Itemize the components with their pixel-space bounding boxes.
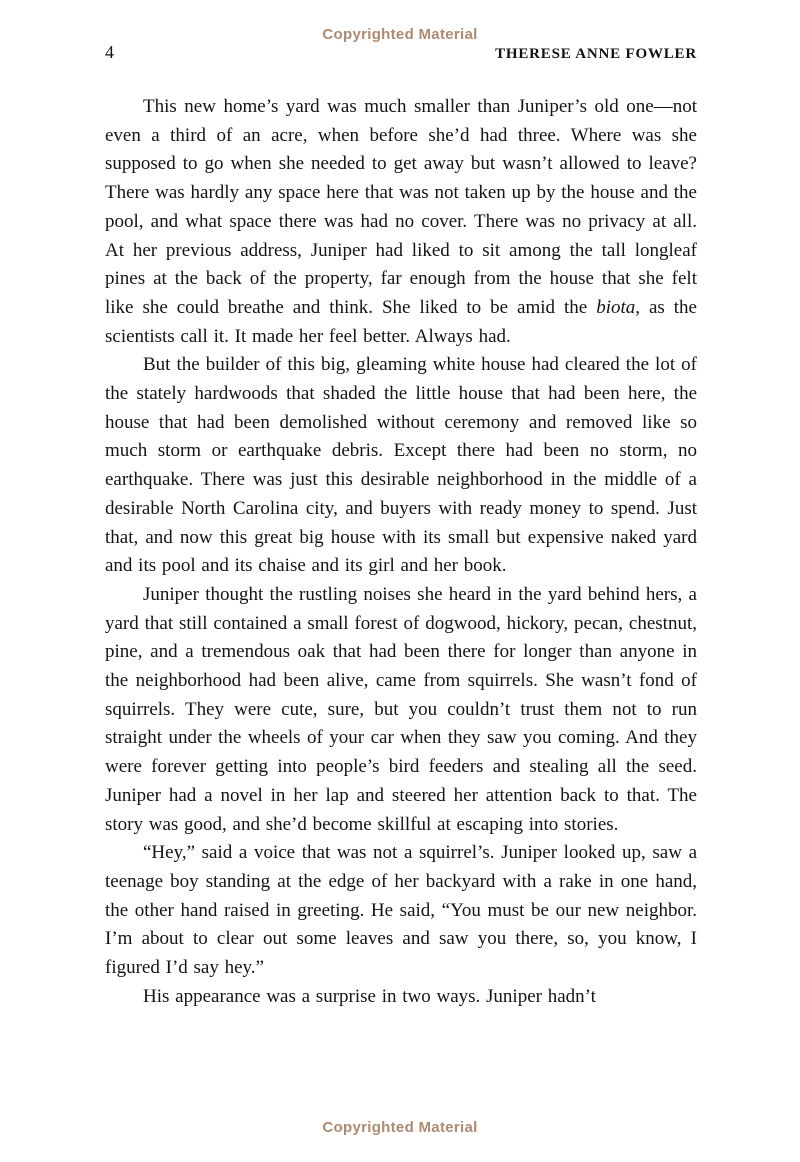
copyright-notice-top: Copyrighted Material (322, 26, 478, 43)
running-header (105, 42, 697, 63)
paragraph (105, 581, 697, 839)
body-text (105, 93, 697, 1012)
paragraph (105, 351, 697, 581)
text-run: This new home’s yard was much smaller than Juniper’s old one—not even a third of an acre, when before she’d had three. Where was she supposed to go when she needed to get away but wasn’t allowed to leave? There was hardly any space here that was not taken up by the house and the pool, and what space there was had no cover. There was no privacy at all. At her previous address, Juniper had liked to sit among the tall longleaf pines at the back of the property, far enough from the house that she felt like she could breathe and think. She liked to be amid the (105, 96, 697, 318)
page-number: 4 (105, 42, 114, 62)
copyright-notice-bottom: Copyrighted Material (322, 1119, 478, 1136)
text-run: But the builder of this big, gleaming white house had cleared the lot of the stately hardwoods that shaded the little house that had been here, the house that had been demolished without ceremony and removed like so much storm or earthquake debris. Except there had been no storm, no earthquake. There was just this desirable neighborhood in the middle of a desirable North Carolina city, and buyers with ready money to spend. Just that, and now this great big house with its small but expensive naked yard and its pool and its chaise and its girl and her book. (105, 354, 697, 577)
text-run: “Hey,” said a voice that was not a squirrel’s. Juniper looked up, saw a teenage boy standing at the edge of her backyard with a rake in one hand, the other hand raised in greeting. He said, “You must be our new neighbor. I’m about to clear out some leaves and saw you there, so, you know, I figured I’d say hey.” (105, 842, 697, 979)
text-run: His appearance was a surprise in two ways. Juniper hadn’t (143, 985, 596, 1007)
text-run: as the scientists call it. It made her feel better. Always had. (105, 296, 697, 347)
paragraph (105, 983, 697, 1012)
paragraph (105, 839, 697, 983)
author-name: THERESE ANNE FOWLER (495, 46, 697, 62)
paragraph (105, 93, 697, 351)
text-run: Juniper thought the rustling noises she heard in the yard behind hers, a yard that still contained a small forest of dogwood, hickory, pecan, chestnut, pine, and a tremendous oak that had been there for longer than anyone in the neighborhood had been alive, came from squirrels. She wasn’t fond of squirrels. They were cute, sure, but you couldn’t trust them not to run straight under the wheels of your car when they saw you coming. And they were forever getting into people’s bird feeders and stealing all the seed. Juniper had a novel in her lap and steered her attention back to that. The story was good, and she’d become skillful at escaping into stories. (105, 583, 697, 835)
italic-text: biota, (596, 296, 641, 318)
